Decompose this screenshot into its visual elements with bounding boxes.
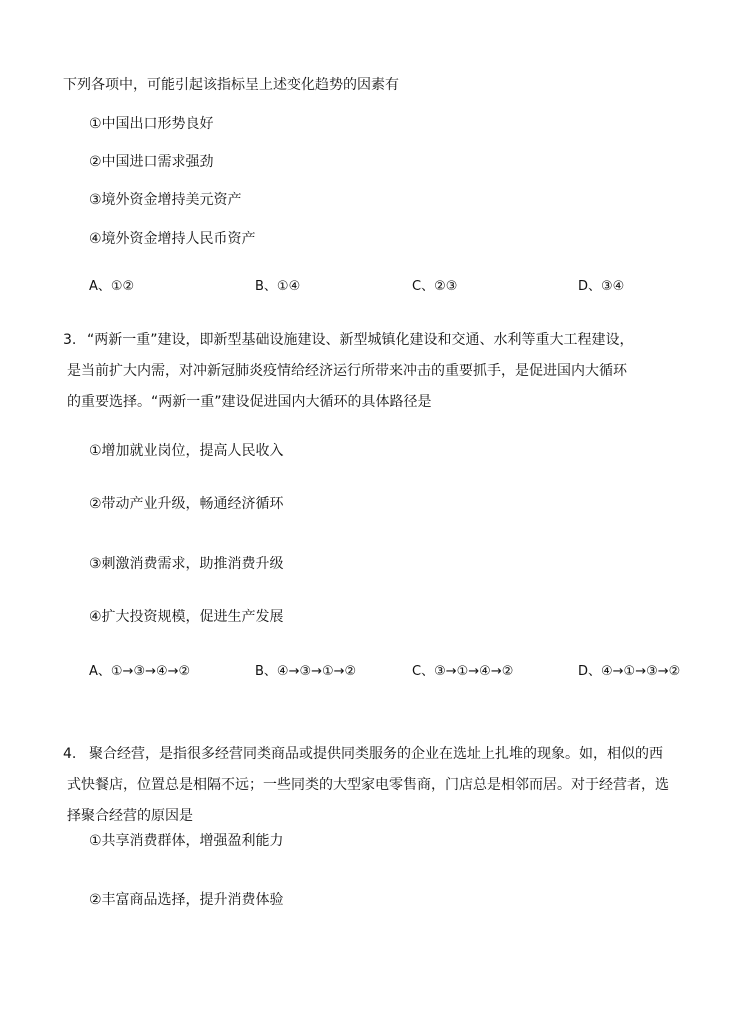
q4-option-1: ①共享消费群体，增强盈利能力 [89,833,284,849]
q3-choice-c: C、③→①→④→② [412,664,514,679]
q3-number: 3. [63,332,77,348]
q4-option-2: ②丰富商品选择，提升消费体验 [89,892,284,908]
q3-choice-a: A、①→③→④→② [89,664,191,679]
q2-option-3: ③境外资金增持美元资产 [89,192,242,208]
q3-stem-line-3: 的重要选择。“两新一重”建设促进国内大循环的具体路径是 [67,394,432,410]
q2-choice-c: C、②③ [412,279,458,294]
q2-choice-d: D、③④ [578,279,625,294]
q3-stem-line-1: “两新一重”建设，即新型基础设施建设、新型城镇化建设和交通、水利等重大工程建设， [87,332,634,348]
q4-stem-line-1: 聚合经营，是指很多经营同类商品或提供同类服务的企业在选址上扎堆的现象。如，相似的西 [89,746,663,762]
q2-choice-a: A、①② [89,279,135,294]
q2-stem: 下列各项中，可能引起该指标呈上述变化趋势的因素有 [63,77,399,93]
q2-choice-b: B、①④ [255,279,301,294]
q3-option-3: ③刺激消费需求，助推消费升级 [89,556,284,572]
q2-option-2: ②中国进口需求强劲 [89,154,214,170]
q3-stem-line-2: 是当前扩大内需，对冲新冠肺炎疫情给经济运行所带来冲击的重要抓手，是促进国内大循环 [67,363,627,379]
q3-choice-b: B、④→③→①→② [255,664,357,679]
q4-number: 4. [63,746,77,762]
q3-option-4: ④扩大投资规模，促进生产发展 [89,609,284,625]
q3-choice-d: D、④→①→③→② [578,664,681,679]
q4-stem-line-3: 择聚合经营的原因是 [67,808,193,824]
q2-option-1: ①中国出口形势良好 [89,116,214,132]
q3-option-1: ①增加就业岗位，提高人民收入 [89,443,284,459]
q4-stem-line-2: 式快餐店，位置总是相隔不远；一些同类的大型家电零售商，门店总是相邻而居。对于经营者，选 [67,777,669,793]
q3-option-2: ②带动产业升级，畅通经济循环 [89,496,284,512]
q2-option-4: ④境外资金增持人民币资产 [89,231,256,247]
